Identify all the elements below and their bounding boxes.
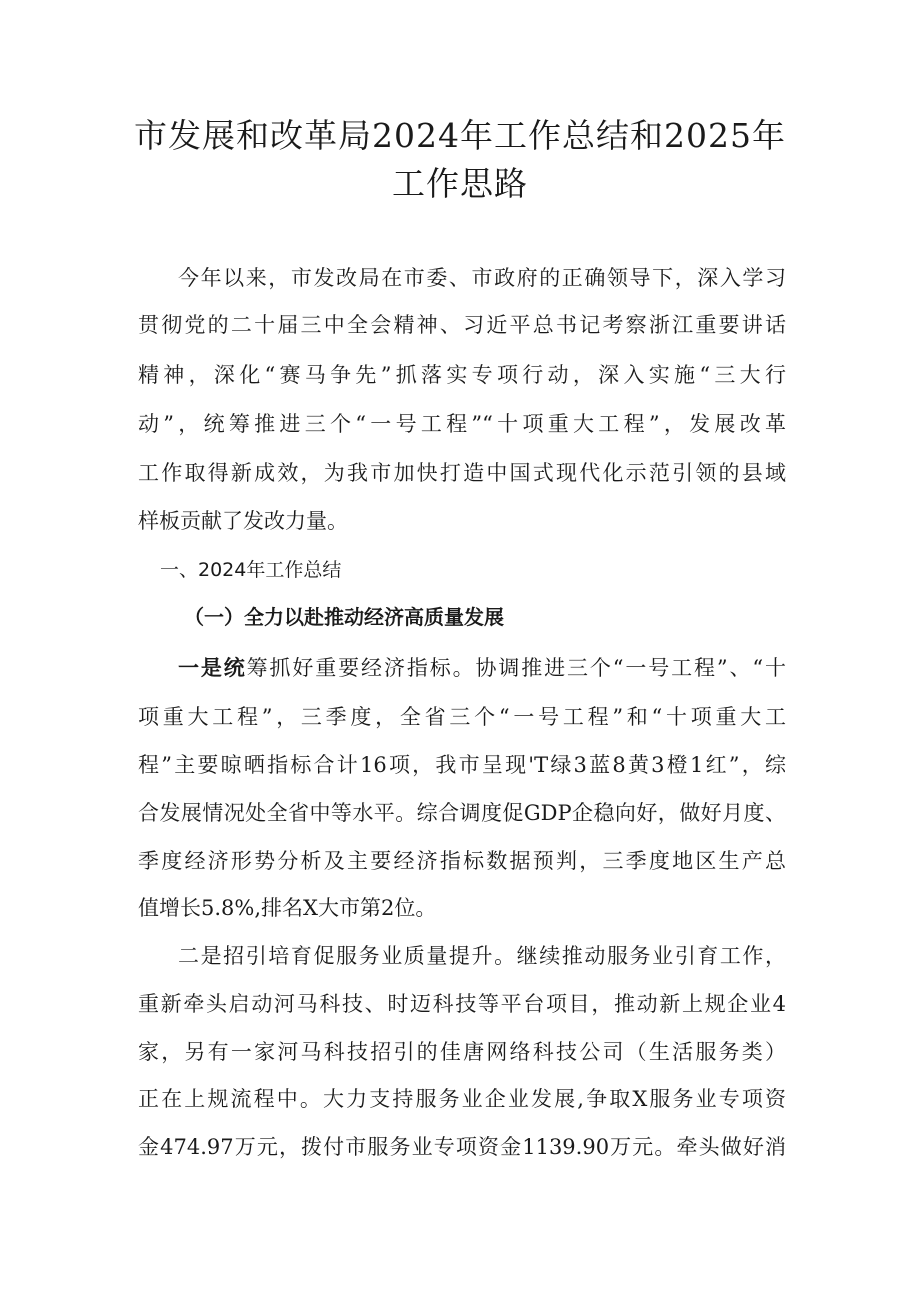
intro-line-4: 动”，统筹推进三个“一号工程”“十项重大工程”，发展改革 (138, 412, 786, 436)
intro-line-2: 贯彻党的二十届三中全会精神、习近平总书记考察浙江重要讲话 (138, 313, 786, 337)
paragraph-1-line-1-text: 筹抓好重要经济指标。协调推进三个“一号工程”、“十 (246, 656, 787, 680)
document-title-line-1: 市发展和改革局2024年工作总结和2025年 (134, 116, 786, 155)
paragraph-2-line-2: 重新牵头启动河马科技、时迈科技等平台项目，推动新上规企业4 (138, 992, 786, 1016)
section-heading: 一、2024年工作总结 (160, 559, 342, 581)
intro-line-5: 工作取得新成效，为我市加快打造中国式现代化示范引领的县域 (138, 461, 786, 485)
paragraph-1-line-2: 项重大工程”，三季度，全省三个“一号工程”和“十项重大工 (138, 705, 786, 729)
paragraph-1-line-5: 季度经济形势分析及主要经济指标数据预判，三季度地区生产总 (138, 849, 786, 873)
intro-line-6: 样板贡献了发改力量。 (138, 509, 348, 533)
paragraph-2-line-4: 正在上规流程中。大力支持服务业企业发展,争取X服务业专项资 (138, 1087, 786, 1111)
paragraph-2-line-5: 金474.97万元，拨付市服务业专项资金1139.90万元。牵头做好消 (138, 1135, 786, 1159)
paragraph-2-line-3: 家，另有一家河马科技招引的佳唐网络科技公司（生活服务类） (138, 1040, 786, 1064)
paragraph-1-line-6: 值增长5.8%,排名X大市第2位。 (138, 896, 437, 920)
paragraph-1-line-3: 程”主要晾晒指标合计16项，我市呈现'T绿3蓝8黄3橙1红”，综 (138, 753, 786, 777)
paragraph-1-line-4: 合发展情况处全省中等水平。综合调度促GDP企稳向好，做好月度、 (138, 801, 786, 825)
paragraph-2-line-1: 二是招引培育促服务业质量提升。继续推动服务业引育工作， (178, 944, 786, 968)
subsection-heading: （一）全力以赴推动经济高质量发展 (184, 605, 504, 629)
paragraph-1-lead: 一是统 (178, 656, 247, 680)
intro-line-3: 精神，深化“赛马争先”抓落实专项行动，深入实施“三大行 (138, 363, 786, 387)
intro-line-1: 今年以来，市发改局在市委、市政府的正确领导下，深入学习 (178, 266, 786, 290)
document-title-line-2: 工作思路 (392, 164, 528, 203)
paragraph-1-line-1 (178, 653, 786, 683)
